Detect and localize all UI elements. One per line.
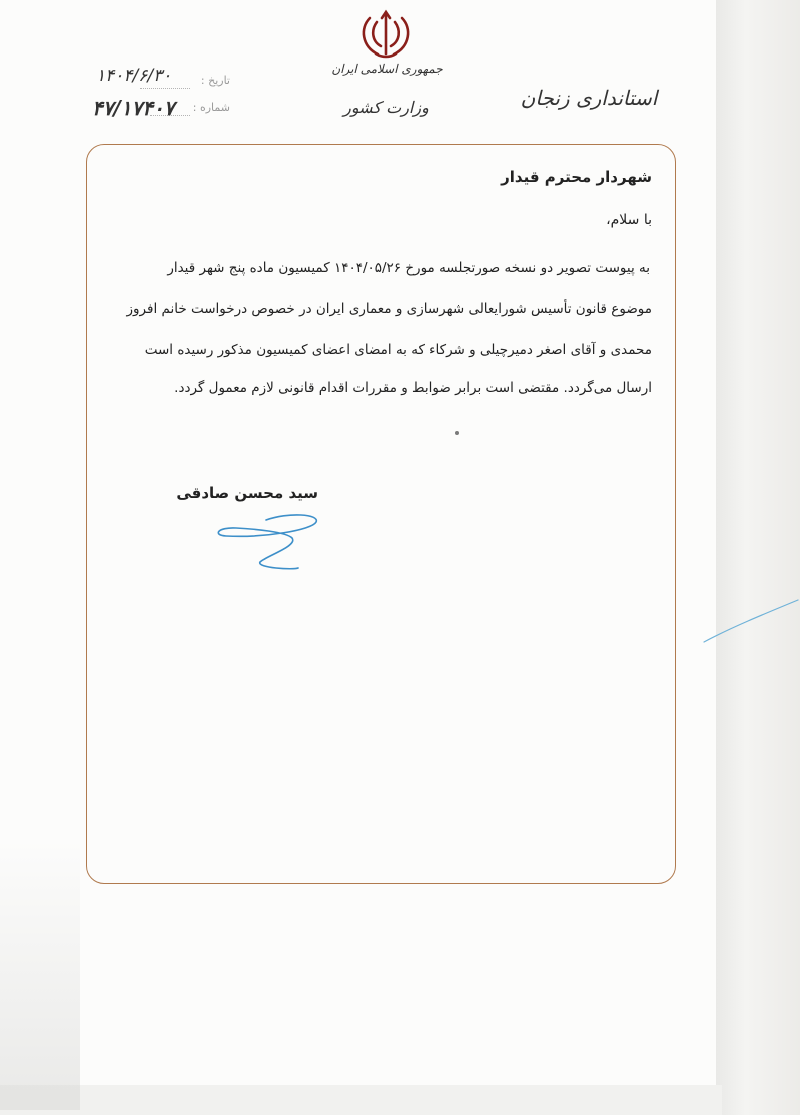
- body-line-3: محمدی و آقای اصغر دمیرچیلی و شرکاء که به امضای اعضای کمیسیون مذکور رسیده است: [144, 342, 652, 358]
- greeting: با سلام،: [606, 212, 652, 228]
- recipient: شهردار محترم قیدار: [501, 168, 652, 186]
- body-line-4: ارسال می‌گردد. مقتضی است برابر ضوابط و مقررات اقدام قانونی لازم معمول گردد.: [174, 380, 652, 396]
- body-line-1: به پیوست تصویر دو نسخه صورتجلسه مورخ ۱۴۰۴/۰۵/۲۶ کمیسیون ماده پنج شهر قیدار: [167, 260, 650, 276]
- iran-emblem-icon: [356, 8, 416, 64]
- letter-frame: [86, 144, 676, 884]
- pen-mark: [700, 590, 800, 660]
- republic-title: جمهوری اسلامی ایران: [331, 62, 443, 76]
- scan-bottom-strip: [0, 1085, 722, 1115]
- date-dotted-line: [140, 88, 190, 89]
- date-value: ۱۴۰۴/۶/۳۰: [96, 66, 172, 86]
- handwritten-signature: [208, 510, 328, 572]
- date-label: تاریخ :: [200, 74, 230, 87]
- signer-name: سید محسن صادقی: [176, 484, 318, 502]
- province-title: استانداری زنجان: [520, 86, 658, 110]
- page-curl-shadow: [0, 840, 80, 1110]
- scan-background-strip: [716, 0, 800, 1115]
- number-label: شماره :: [192, 101, 230, 114]
- number-value: ۴۷/۱۷۴۰۷: [92, 96, 175, 120]
- scan-speck: [455, 431, 459, 435]
- ministry-title: وزارت کشور: [343, 98, 429, 117]
- body-line-2: موضوع قانون تأسیس شورایعالی شهرسازی و معماری ایران در خصوص درخواست خانم افروز: [126, 301, 652, 317]
